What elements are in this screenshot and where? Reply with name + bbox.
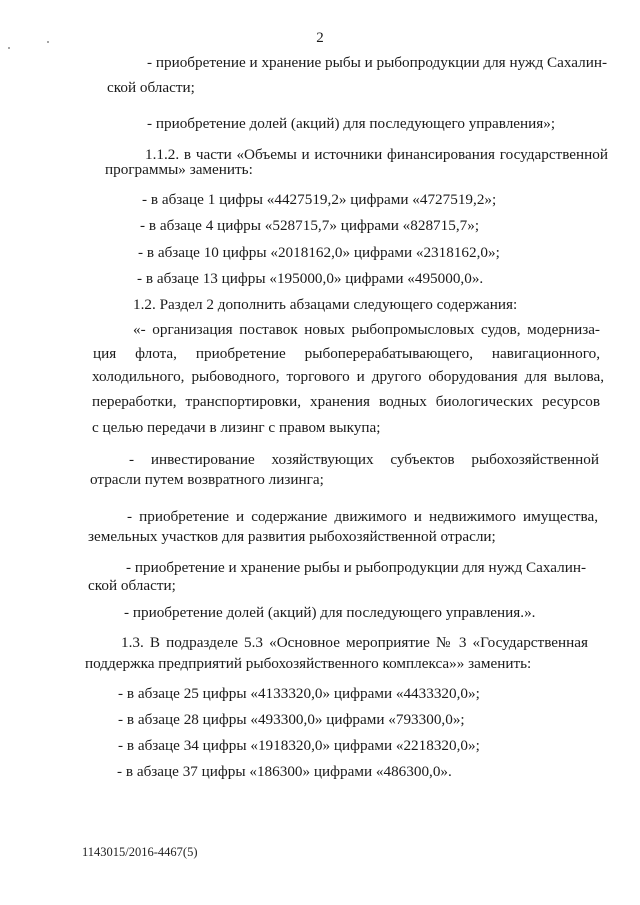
text-line: - в абзаце 25 цифры «4133320,0» цифрами «4433320,0»; xyxy=(118,685,480,702)
text-line: программы» заменить: xyxy=(105,161,253,178)
text-line: - в абзаце 10 цифры «2018162,0» цифрами «2318162,0»; xyxy=(138,244,500,261)
text-line: земельных участков для развития рыбохозяйственной отрасли; xyxy=(88,528,496,545)
text-line: - в абзаце 37 цифры «186300» цифрами «486300,0». xyxy=(117,763,452,780)
text-line: - приобретение долей (акций) для последующего управления.». xyxy=(124,604,536,621)
text-line: - в абзаце 34 цифры «1918320,0» цифрами «2218320,0»; xyxy=(118,737,480,754)
text-line: холодильного, рыбоводного, торгового и другого оборудования для вылова, xyxy=(92,368,604,385)
document-footer-code: 1143015/2016-4467(5) xyxy=(82,845,198,859)
scan-speck xyxy=(8,47,10,49)
text-line: 1.2. Раздел 2 дополнить абзацами следующего содержания: xyxy=(133,296,518,313)
text-line: - приобретение долей (акций) для последующего управления»; xyxy=(147,115,556,132)
text-line: поддержка предприятий рыбохозяйственного комплекса»» заменить: xyxy=(85,655,532,672)
text-line: - в абзаце 13 цифры «195000,0» цифрами «495000,0». xyxy=(137,270,484,287)
text-line: - в абзаце 1 цифры «4427519,2» цифрами «4727519,2»; xyxy=(142,191,497,208)
text-line: - приобретение и содержание движимого и недвижимого имущества, xyxy=(127,508,598,525)
text-line: - в абзаце 28 цифры «493300,0» цифрами «793300,0»; xyxy=(118,711,465,728)
text-line: - приобретение и хранение рыбы и рыбопродукции для нужд Сахалин- xyxy=(147,54,608,71)
text-line: - приобретение и хранение рыбы и рыбопродукции для нужд Сахалин- xyxy=(126,559,587,576)
text-line: «- организация поставок новых рыбопромысловых судов, модерниза- xyxy=(133,321,600,338)
text-line: отрасли путем возвратного лизинга; xyxy=(90,471,324,488)
text-line: - инвестирование хозяйствующих субъектов рыбохозяйственной xyxy=(129,451,599,468)
text-line: переработки, транспортировки, хранения водных биологических ресурсов xyxy=(92,393,600,410)
text-line: ской области; xyxy=(88,577,176,594)
text-line: - в абзаце 4 цифры «528715,7» цифрами «828715,7»; xyxy=(140,217,480,234)
text-line: с целью передачи в лизинг с правом выкупа; xyxy=(92,419,381,436)
text-line: 1.1.2. в части «Объемы и источники финансирования государственной xyxy=(145,146,608,163)
page-number: 2 xyxy=(316,30,324,46)
text-line: 1.3. В подразделе 5.3 «Основное мероприятие № 3 «Государственная xyxy=(121,634,588,651)
text-line: ция флота, приобретение рыбоперерабатывающего, навигационного, xyxy=(93,345,600,362)
text-line: ской области; xyxy=(107,79,195,96)
